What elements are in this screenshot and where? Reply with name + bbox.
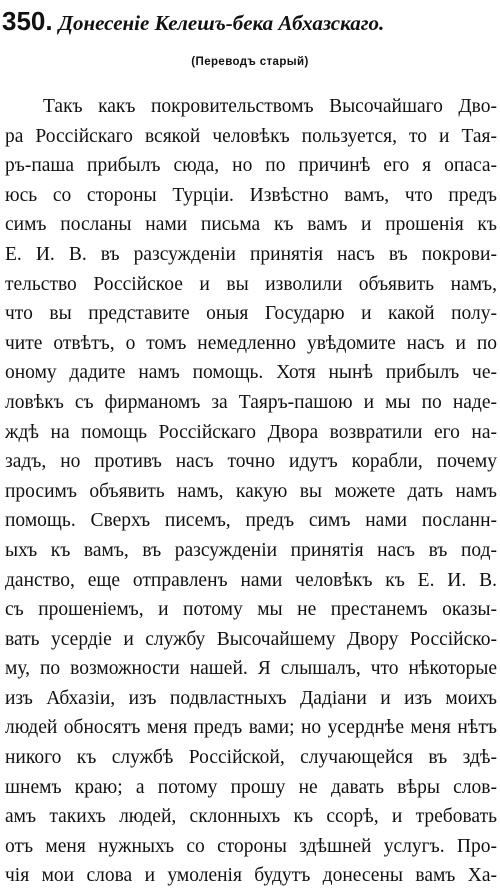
document-title: Донесеніе Келешъ-бека Абхазскаго. [58,11,385,35]
text-line: ръ-паша прибылъ сюда, но по причинѣ его я опаса- [5,155,497,177]
text-line: ыхъ къ вамъ, въ разсужденіи принятія насъ въ под- [5,539,497,561]
text-line: просимъ объявить намъ, какую вы можете дать намъ [5,480,497,502]
document-body [5,92,497,891]
text-line: изъ Абхазіи, изъ подвластныхъ Дадіани и изъ моихъ [5,687,497,709]
text-line: Такъ какъ покровительствомъ Высочайшаго Дво- [43,96,497,117]
text-line: ждѣ на помощь Россійскаго Двора возвратили его на- [5,421,497,443]
text-line: что вы представите оныя Государю и какой полу- [5,303,497,325]
text-line: амъ такихъ людей, склонныхъ къ ссорѣ, и требовать [5,806,497,828]
text-line: юсь со стороны Турціи. Извѣстно вамъ, что предъ [5,184,497,206]
text-line: задъ, но противъ насъ точно идутъ корабли, почему [5,451,497,473]
translation-note: (Переводъ старый) [191,56,309,68]
text-line: никого къ службѣ Россійской, случающейся въ здѣ- [5,747,497,769]
text-line: чите отвѣтъ, о томъ немедленно увѣдомите насъ и по [5,332,497,354]
text-line: Е. И. В. въ разсужденіи принятія насъ въ покрови- [5,243,497,265]
text-line: тельство Россійское и вы изволили объявить намъ, [5,273,497,295]
text-line: отъ меня нужныхъ со стороны здѣшней услугъ. Про- [5,835,497,857]
text-line: му, по возможности нашей. Я слышалъ, что нѣкоторые [5,658,497,680]
text-line: помощь. Сверхъ писемъ, предъ симъ нами посланн- [5,510,497,532]
text-line: оному дадите намъ помощь. Хотя нынѣ прибылъ че- [5,362,497,384]
text-line: данство, еще отправленъ нами человѣкъ къ Е. И. В. [5,569,497,591]
text-line: съ прошеніемъ, и потому мы не престанемъ оказы- [5,599,497,621]
text-line: чія мои слова и умоленія будутъ донесены вамъ Ха- [5,865,497,887]
text-line: ловѣкъ съ фирманомъ за Таяръ-пашою и мы по наде- [5,391,497,413]
text-line: симъ посланы нами письма къ вамъ и прошенія къ [5,214,497,236]
document-heading [2,6,496,37]
document-number: 350. [2,6,53,36]
text-line: ра Россійскаго всякой человѣкъ пользуется, то и Тая- [5,125,497,147]
text-line: людей обносятъ меня предъ вами; но усерднѣе меня нѣтъ [5,717,497,739]
text-line: вать усердіе и службу Высочайшему Двору Россійско- [5,628,497,650]
text-line: шнемъ краю; а потому прошу не давать вѣры слов- [5,776,497,798]
